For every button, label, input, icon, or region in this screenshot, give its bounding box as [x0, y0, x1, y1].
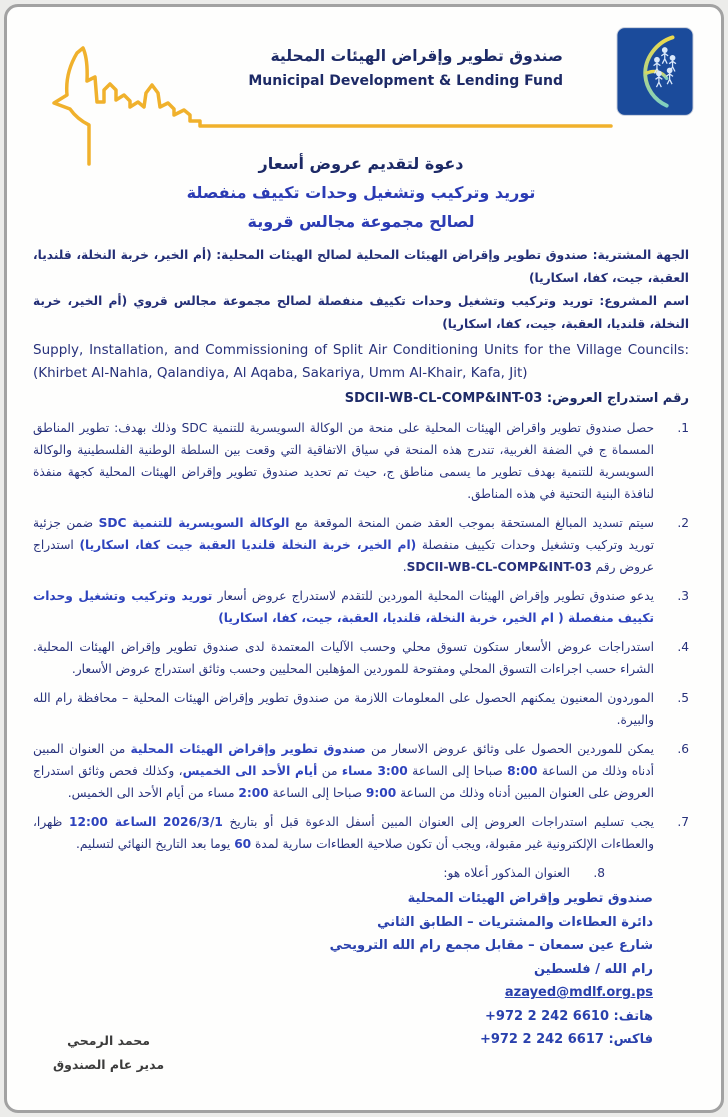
org-header [248, 47, 563, 89]
project-title: توريد وتركيب وتشغيل وحدات تكييف منفصلة [186, 183, 536, 202]
item-number: 8. [593, 866, 605, 880]
item-number: 2. [677, 516, 689, 530]
item-text: العنوان المذكور أعلاه هو: [443, 866, 570, 880]
signature-block [53, 1029, 164, 1077]
reference-line [33, 388, 689, 410]
item-text: استدراجات عروض الأسعار ستكون تسوق محلي وحسب الآليات المعتمدة لدى صندوق تطوير وإقراض الهيئات المحلية. الشراء حسب اجراءات التسوق المحلي ومفتوحة للموردين المؤهلين المحليين وحسب وثائق استدراج عروض الأسعار. [33, 640, 654, 676]
signatory-title: مدير عام الصندوق [53, 1057, 165, 1072]
beneficiary-title: لصالح مجموعة مجالس قروية [247, 212, 475, 231]
letterhead [7, 7, 721, 133]
project-line [33, 290, 689, 336]
item-text: حصل صندوق تطوير واقراض الهيئات المحلية على منحة من الوكالة السويسرية للتنمية SDC وذلك بهدف: تطوير المناطق المسماة ج في الضفة الغربية، تندرج هذه المنحة في سياق الاتفاقية التي وقعت بين السلطة الوطنية الفلسطينية والوكالة السويسرية للتنمية بهدف تطوير ما يسمى مناطق ج، حيث تم تحديد صندوق تطوير وإقراض الهيئات المحلية كجهة منفذة لنافذة البنية التحتية في هذه المناطق. [33, 421, 654, 501]
buyer-label: الجهة المشترية: [592, 248, 689, 262]
address-street: شارع عين سمعان – مقابل مجمع رام الله الترويحي [329, 938, 653, 953]
skyline-logo [7, 7, 721, 172]
item-text: يمكن للموردين الحصول على وثائق عروض الاسعار من صندوق تطوير وإقراض الهيئات المحلية من العنوان المبين أدناه وذلك من الساعة 8:00 صباحا إلى الساعة 3:00 مساء من أيام الأحد الى الخميس، وكذلك فحص وثائق استدراج العروض على العنوان المبين أدناه وذلك من الساعة 9:00 صباحا إلى الساعة 2:00 مساء من أيام الأحد الى الخميس. [33, 742, 655, 800]
list-item [33, 636, 689, 680]
buyer-text: صندوق تطوير وإقراض الهيئات المحلية لصالح الهيئات المحلية: (أم الخير، خربة النخلة، قلنديا، العقبة، جيت، كفا، اسكاريا) [33, 248, 689, 285]
item-number: 4. [677, 640, 689, 654]
fund-logo [616, 26, 694, 117]
item-number: 6. [677, 742, 689, 756]
phone-line [33, 1005, 653, 1029]
project-text: توريد وتركيب وتشغيل وحدات تكييف منفصلة لصالح مجموعة مجالس قروي (أم الخير، خربة النخلة، قلنديا، العقبة، جيت، كفا، اسكاريا) [33, 294, 689, 331]
item-text: الموردون المعنيون يمكنهم الحصول على المعلومات اللازمة من صندوق تطوير وإقراض الهيئات المحلية – محافظة رام الله والبيرة. [33, 691, 654, 727]
item-number: 3. [677, 589, 689, 603]
list-item [33, 585, 689, 629]
fax-number: +972 2 242 6617 [479, 1032, 604, 1047]
list-item [33, 417, 689, 505]
org-name-english: Municipal Development & Lending Fund [248, 73, 563, 89]
letter-body [7, 149, 721, 1052]
email-line [33, 981, 653, 1005]
title-block [33, 149, 689, 236]
item-number: 1. [677, 421, 689, 435]
item-number: 7. [677, 815, 689, 829]
list-item-address-intro [33, 862, 605, 884]
org-name-arabic: صندوق تطوير وإقراض الهيئات المحلية [270, 47, 563, 65]
address-department: دائرة العطاءات والمشتريات – الطابق الثاني [377, 914, 653, 930]
list-item [33, 811, 689, 855]
phone-label: هاتف: [613, 1008, 653, 1024]
address-fund-name: صندوق تطوير وإقراض الهيئات المحلية [407, 891, 653, 906]
terms-list [33, 417, 689, 884]
invitation-title: دعوة لتقديم عروض أسعار [258, 154, 464, 173]
list-item [33, 738, 689, 804]
buyer-line [33, 244, 689, 290]
list-item [33, 687, 689, 731]
item-text: يدعو صندوق تطوير وإقراض الهيئات المحلية الموردين للتقدم لاستدراج عروض أسعار توريد وتركيب وتشغيل وحدات تكييف منفصلة ( ام الخير، خربة النخلة، قلنديا، العقبة، جيت، كفا، اسكاريا) [33, 589, 654, 625]
item-number: 5. [677, 691, 689, 705]
document-page [4, 4, 724, 1113]
reference-label: رقم استدراج العروض: [546, 391, 689, 406]
address-block [33, 887, 653, 1052]
project-label: اسم المشروع: [599, 294, 689, 308]
intro-section [33, 244, 689, 336]
item-text: يجب تسليم استدراجات العروض إلى العنوان المبين أسفل الدعوة قبل أو بتاريخ 2026/3/1 الساعة 12:00 ظهرا، والعطاءات الإلكترونية غير مقبولة، ويجب أن تكون صلاحية العطاءات سارية لمدة 60 يوما بعد التاريخ النهائي لتسليم. [33, 815, 654, 851]
fax-label: فاكس: [608, 1032, 653, 1047]
signatory-name: محمد الرمحي [67, 1033, 150, 1048]
item-text: سيتم تسديد المبالغ المستحقة بموجب العقد ضمن المنحة الموقعة مع الوكالة السويسرية للتنمية SDC ضمن جزئية توريد وتركيب وتشغيل وحدات تكييف منفصلة (ام الخير، خربة النخلة قلنديا العقبة جيت كفا، اسكاريا) استدراج عروض رقم SDCII-WB-CL-COMP&INT-03. [33, 516, 655, 574]
email-link[interactable]: azayed@mdlf.org.ps [504, 985, 653, 1000]
phone-number: +972 2 242 6610 [485, 1008, 609, 1024]
address-city: رام الله / فلسطين [533, 961, 653, 977]
english-description: Supply, Installation, and Commissioning of Split Air Conditioning Units for the Village Councils: (Khirbet Al-Nahla, Qalandiya, Al Aqaba, Sakariya, Umm Al-Khair, Kafa, Jit) [33, 342, 689, 381]
reference-number: SDCII-WB-CL-COMP&INT-03 [344, 391, 543, 406]
list-item [33, 512, 689, 578]
